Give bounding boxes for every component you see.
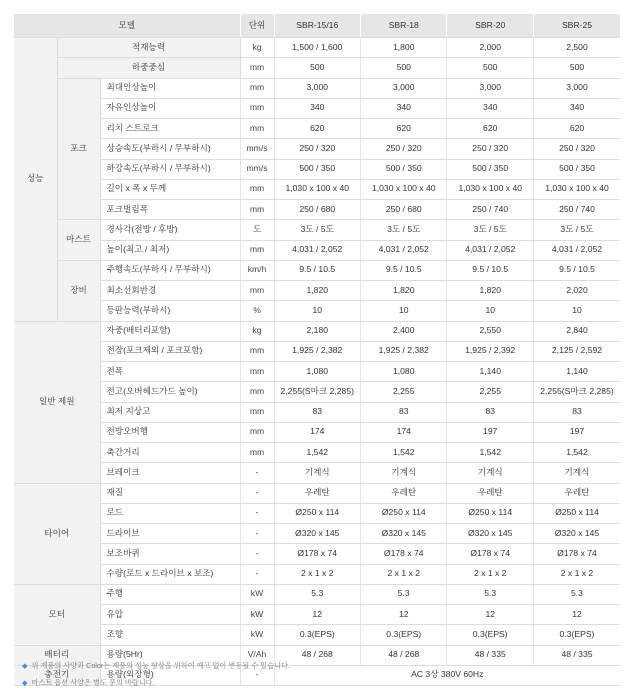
table-row [14, 362, 620, 382]
spec-value: 174 [274, 422, 360, 442]
spec-value: 250 / 320 [361, 139, 447, 159]
table-row [14, 240, 620, 260]
spec-value: 우레탄 [533, 483, 620, 503]
spec-value: 500 / 350 [447, 159, 533, 179]
bullet-icon: ◆ [22, 661, 28, 670]
table-row [14, 139, 620, 159]
table-row [14, 422, 620, 442]
spec-value: 우레탄 [447, 483, 533, 503]
spec-value: 기계식 [447, 463, 533, 483]
spec-value: 500 / 350 [274, 159, 360, 179]
spec-unit: kg [240, 321, 274, 341]
spec-unit: km/h [240, 260, 274, 280]
header-model: 모델 [14, 14, 240, 38]
table-row [14, 382, 620, 402]
table-row [14, 78, 620, 98]
subgroup-label: 장비 [57, 260, 100, 321]
spec-unit: kW [240, 584, 274, 604]
spec-value: 2,000 [447, 38, 533, 58]
spec-value: 340 [447, 98, 533, 118]
spec-value: 500 [533, 58, 620, 78]
spec-value: 0.3(EPS) [447, 625, 533, 645]
spec-value: 197 [447, 422, 533, 442]
spec-unit: - [240, 463, 274, 483]
spec-unit: - [240, 665, 274, 685]
spec-value: 83 [274, 402, 360, 422]
spec-value: 2 x 1 x 2 [274, 564, 360, 584]
table-row [14, 220, 620, 240]
spec-item-label: 로드 [100, 503, 240, 523]
spec-value: 4,031 / 2,052 [361, 240, 447, 260]
spec-item-label: 주행속도(부하시 / 무부하시) [100, 260, 240, 280]
spec-unit: kW [240, 605, 274, 625]
spec-value: Ø250 x 114 [447, 503, 533, 523]
spec-value: 2,255(S마크 2,285) [274, 382, 360, 402]
spec-value: 197 [533, 422, 620, 442]
spec-value: 1,080 [274, 362, 360, 382]
spec-value: 1,925 / 2,382 [274, 341, 360, 361]
spec-value: 250 / 740 [533, 200, 620, 220]
spec-unit: mm [240, 422, 274, 442]
spec-item-label: 축간거리 [100, 443, 240, 463]
spec-value: 250 / 320 [274, 139, 360, 159]
table-row [14, 625, 620, 645]
group-label: 일반 제원 [14, 321, 100, 483]
spec-unit: - [240, 483, 274, 503]
table-row [14, 483, 620, 503]
spec-value: 2,020 [533, 281, 620, 301]
spec-value: 2 x 1 x 2 [447, 564, 533, 584]
spec-value: 5.3 [274, 584, 360, 604]
table-row [14, 281, 620, 301]
spec-value: 2,500 [533, 38, 620, 58]
spec-value: 1,925 / 2,382 [361, 341, 447, 361]
spec-item-label: 높이(최고 / 최저) [100, 240, 240, 260]
spec-item-label: 용량(외장형) [100, 665, 240, 685]
spec-value: 1,542 [274, 443, 360, 463]
footnote [22, 657, 290, 674]
spec-value: Ø320 x 145 [361, 524, 447, 544]
spec-unit: mm/s [240, 159, 274, 179]
footnote-text: 마스트 옵션 사양은 별도 문의 바랍니다. [31, 678, 155, 687]
table-row [14, 443, 620, 463]
table-row [14, 98, 620, 118]
spec-value: 1,030 x 100 x 40 [533, 179, 620, 199]
group-label: 충전기 [14, 665, 100, 685]
spec-value: 9.5 / 10.5 [361, 260, 447, 280]
spec-value: Ø178 x 74 [533, 544, 620, 564]
spec-value: 0.3(EPS) [274, 625, 360, 645]
table-row [14, 321, 620, 341]
spec-unit: mm [240, 200, 274, 220]
spec-item-label: 주행 [100, 584, 240, 604]
spec-unit: V/Ah [240, 645, 274, 665]
subgroup-label: 마스트 [57, 220, 100, 261]
spec-item-label: 브레이크 [100, 463, 240, 483]
spec-value: 12 [274, 605, 360, 625]
spec-value: 3도 / 5도 [274, 220, 360, 240]
spec-value: 우레탄 [274, 483, 360, 503]
table-row [14, 463, 620, 483]
spec-table [14, 14, 620, 686]
table-row [14, 38, 620, 58]
spec-value: 340 [274, 98, 360, 118]
table-row [14, 503, 620, 523]
spec-value: 1,820 [447, 281, 533, 301]
table-row [14, 58, 620, 78]
spec-item-label: 등판능력(부하시) [100, 301, 240, 321]
spec-value: 12 [447, 605, 533, 625]
spec-item-label: 포크벌림폭 [100, 200, 240, 220]
spec-value: 500 [274, 58, 360, 78]
spec-value: 2,550 [447, 321, 533, 341]
spec-unit: mm [240, 281, 274, 301]
spec-unit: mm [240, 341, 274, 361]
spec-value: 250 / 680 [274, 200, 360, 220]
spec-value: AC 3상 380V 60Hz [274, 665, 620, 685]
spec-value: Ø250 x 114 [533, 503, 620, 523]
spec-item-label: 보조바퀴 [100, 544, 240, 564]
spec-value: 250 / 740 [447, 200, 533, 220]
spec-value: 250 / 680 [361, 200, 447, 220]
footnote-text: 위 제품의 사양과 Color는 제품의 성능 향상을 위하여 예고 없이 변동될 수 있습니다. [31, 661, 290, 670]
spec-item-label: 재질 [100, 483, 240, 503]
spec-unit: - [240, 524, 274, 544]
spec-item-label: 최대인상높이 [100, 78, 240, 98]
spec-value: 4,031 / 2,052 [533, 240, 620, 260]
spec-value: 83 [533, 402, 620, 422]
table-row [14, 524, 620, 544]
spec-value: 620 [447, 119, 533, 139]
table-row [14, 341, 620, 361]
spec-item-label: 드라이브 [100, 524, 240, 544]
table-row [14, 159, 620, 179]
spec-value: 620 [361, 119, 447, 139]
spec-value: 기계식 [533, 463, 620, 483]
spec-value: 2,180 [274, 321, 360, 341]
spec-value: 2,255(S마크 2,285) [533, 382, 620, 402]
spec-item-label: 하중중심 [57, 58, 240, 78]
spec-value: 5.3 [533, 584, 620, 604]
spec-unit: - [240, 544, 274, 564]
spec-value: 4,031 / 2,052 [447, 240, 533, 260]
header-row [14, 14, 620, 38]
spec-item-label: 용량(5Hr) [100, 645, 240, 665]
table-row [14, 605, 620, 625]
spec-item-label: 전방오버행 [100, 422, 240, 442]
group-label: 성능 [14, 38, 57, 322]
spec-value: 500 [361, 58, 447, 78]
spec-unit: mm [240, 78, 274, 98]
spec-value: 1,140 [447, 362, 533, 382]
table-row [14, 179, 620, 199]
spec-value: 2,840 [533, 321, 620, 341]
spec-unit: mm [240, 362, 274, 382]
spec-value: 1,925 / 2,392 [447, 341, 533, 361]
spec-item-label: 적재능력 [57, 38, 240, 58]
spec-value: 1,820 [361, 281, 447, 301]
spec-value: 1,030 x 100 x 40 [274, 179, 360, 199]
spec-item-label: 자유인상높이 [100, 98, 240, 118]
spec-value: 2,125 / 2,592 [533, 341, 620, 361]
spec-value: 기계식 [274, 463, 360, 483]
spec-value: 174 [361, 422, 447, 442]
spec-value: Ø178 x 74 [447, 544, 533, 564]
header-model-4: SBR-25 [533, 14, 620, 38]
footnote [22, 674, 290, 691]
header-unit: 단위 [240, 14, 274, 38]
group-label: 모터 [14, 584, 100, 645]
spec-value: 9.5 / 10.5 [447, 260, 533, 280]
spec-value: 10 [361, 301, 447, 321]
header-model-1: SBR-15/16 [274, 14, 360, 38]
spec-value: 3도 / 5도 [361, 220, 447, 240]
table-row [14, 301, 620, 321]
spec-value: 3도 / 5도 [533, 220, 620, 240]
spec-value: 48 / 335 [447, 645, 533, 665]
table-row [14, 544, 620, 564]
spec-item-label: 최소선회반경 [100, 281, 240, 301]
spec-value: 1,542 [533, 443, 620, 463]
spec-item-label: 조향 [100, 625, 240, 645]
spec-item-label: 전고(오버헤드가드 높이) [100, 382, 240, 402]
spec-value: 48 / 268 [274, 645, 360, 665]
table-row [14, 119, 620, 139]
header-model-3: SBR-20 [447, 14, 533, 38]
spec-value: 1,800 [361, 38, 447, 58]
spec-unit: mm [240, 119, 274, 139]
spec-value: 48 / 335 [533, 645, 620, 665]
spec-unit: kg [240, 38, 274, 58]
spec-value: 340 [361, 98, 447, 118]
footnotes [22, 657, 290, 691]
spec-unit: - [240, 503, 274, 523]
spec-value: Ø178 x 74 [361, 544, 447, 564]
spec-value: 250 / 320 [447, 139, 533, 159]
spec-value: 우레탄 [361, 483, 447, 503]
spec-unit: mm [240, 240, 274, 260]
spec-value: 1,542 [447, 443, 533, 463]
spec-value: 500 [447, 58, 533, 78]
spec-value: 10 [274, 301, 360, 321]
spec-value: 340 [533, 98, 620, 118]
spec-value: Ø250 x 114 [274, 503, 360, 523]
spec-unit: - [240, 564, 274, 584]
spec-value: 1,080 [361, 362, 447, 382]
spec-value: 500 / 350 [361, 159, 447, 179]
spec-item-label: 길이 x 폭 x 두께 [100, 179, 240, 199]
spec-value: 10 [447, 301, 533, 321]
spec-value: 10 [533, 301, 620, 321]
spec-item-label: 자중(배터리포함) [100, 321, 240, 341]
spec-value: 0.3(EPS) [533, 625, 620, 645]
spec-unit: mm [240, 443, 274, 463]
spec-value: 4,031 / 2,052 [274, 240, 360, 260]
spec-value: Ø320 x 145 [447, 524, 533, 544]
spec-value: 48 / 268 [361, 645, 447, 665]
spec-item-label: 리치 스트로크 [100, 119, 240, 139]
spec-value: 2,255 [361, 382, 447, 402]
spec-unit: mm [240, 58, 274, 78]
spec-item-label: 경사각(전방 / 후방) [100, 220, 240, 240]
spec-item-label: 상승속도(부하시 / 무부하시) [100, 139, 240, 159]
spec-unit: mm [240, 98, 274, 118]
spec-value: 9.5 / 10.5 [274, 260, 360, 280]
spec-value: 12 [361, 605, 447, 625]
table-row [14, 564, 620, 584]
spec-item-label: 수량(로드 x 드라이브 x 보조) [100, 564, 240, 584]
spec-unit: mm [240, 179, 274, 199]
spec-value: 620 [274, 119, 360, 139]
table-row [14, 402, 620, 422]
spec-value: 83 [447, 402, 533, 422]
spec-item-label: 전폭 [100, 362, 240, 382]
spec-value: 2 x 1 x 2 [533, 564, 620, 584]
spec-unit: mm [240, 382, 274, 402]
spec-item-label: 유압 [100, 605, 240, 625]
spec-value: 1,140 [533, 362, 620, 382]
spec-value: 3,000 [447, 78, 533, 98]
spec-value: 1,820 [274, 281, 360, 301]
group-label: 배터리 [14, 645, 100, 665]
spec-value: 0.3(EPS) [361, 625, 447, 645]
spec-value: 500 / 350 [533, 159, 620, 179]
table-row [14, 260, 620, 280]
table-row [14, 584, 620, 604]
spec-value: 2,255 [447, 382, 533, 402]
spec-unit: % [240, 301, 274, 321]
spec-value: 620 [533, 119, 620, 139]
spec-value: Ø320 x 145 [274, 524, 360, 544]
spec-value: 3도 / 5도 [447, 220, 533, 240]
spec-value: 3,000 [274, 78, 360, 98]
spec-value: 3,000 [533, 78, 620, 98]
spec-unit: kW [240, 625, 274, 645]
bullet-icon: ◆ [22, 678, 28, 687]
subgroup-label: 포크 [57, 78, 100, 220]
spec-value: 2,400 [361, 321, 447, 341]
spec-value: 1,030 x 100 x 40 [447, 179, 533, 199]
spec-item-label: 최저 지상고 [100, 402, 240, 422]
spec-value: 1,030 x 100 x 40 [361, 179, 447, 199]
spec-value: 2 x 1 x 2 [361, 564, 447, 584]
spec-value: Ø178 x 74 [274, 544, 360, 564]
table-row [14, 200, 620, 220]
spec-unit: mm/s [240, 139, 274, 159]
spec-item-label: 전장(포크제외 / 포크포함) [100, 341, 240, 361]
spec-unit: mm [240, 402, 274, 422]
spec-value: 기계식 [361, 463, 447, 483]
spec-value: Ø250 x 114 [361, 503, 447, 523]
spec-value: 83 [361, 402, 447, 422]
spec-unit: 도 [240, 220, 274, 240]
spec-item-label: 하강속도(부하시 / 무부하시) [100, 159, 240, 179]
spec-value: 12 [533, 605, 620, 625]
spec-value: 1,542 [361, 443, 447, 463]
spec-value: 3,000 [361, 78, 447, 98]
spec-value: 5.3 [361, 584, 447, 604]
spec-value: 250 / 320 [533, 139, 620, 159]
spec-value: Ø320 x 145 [533, 524, 620, 544]
spec-value: 1,500 / 1,600 [274, 38, 360, 58]
spec-value: 5.3 [447, 584, 533, 604]
group-label: 타이어 [14, 483, 100, 584]
spec-value: 9.5 / 10.5 [533, 260, 620, 280]
header-model-2: SBR-18 [361, 14, 447, 38]
